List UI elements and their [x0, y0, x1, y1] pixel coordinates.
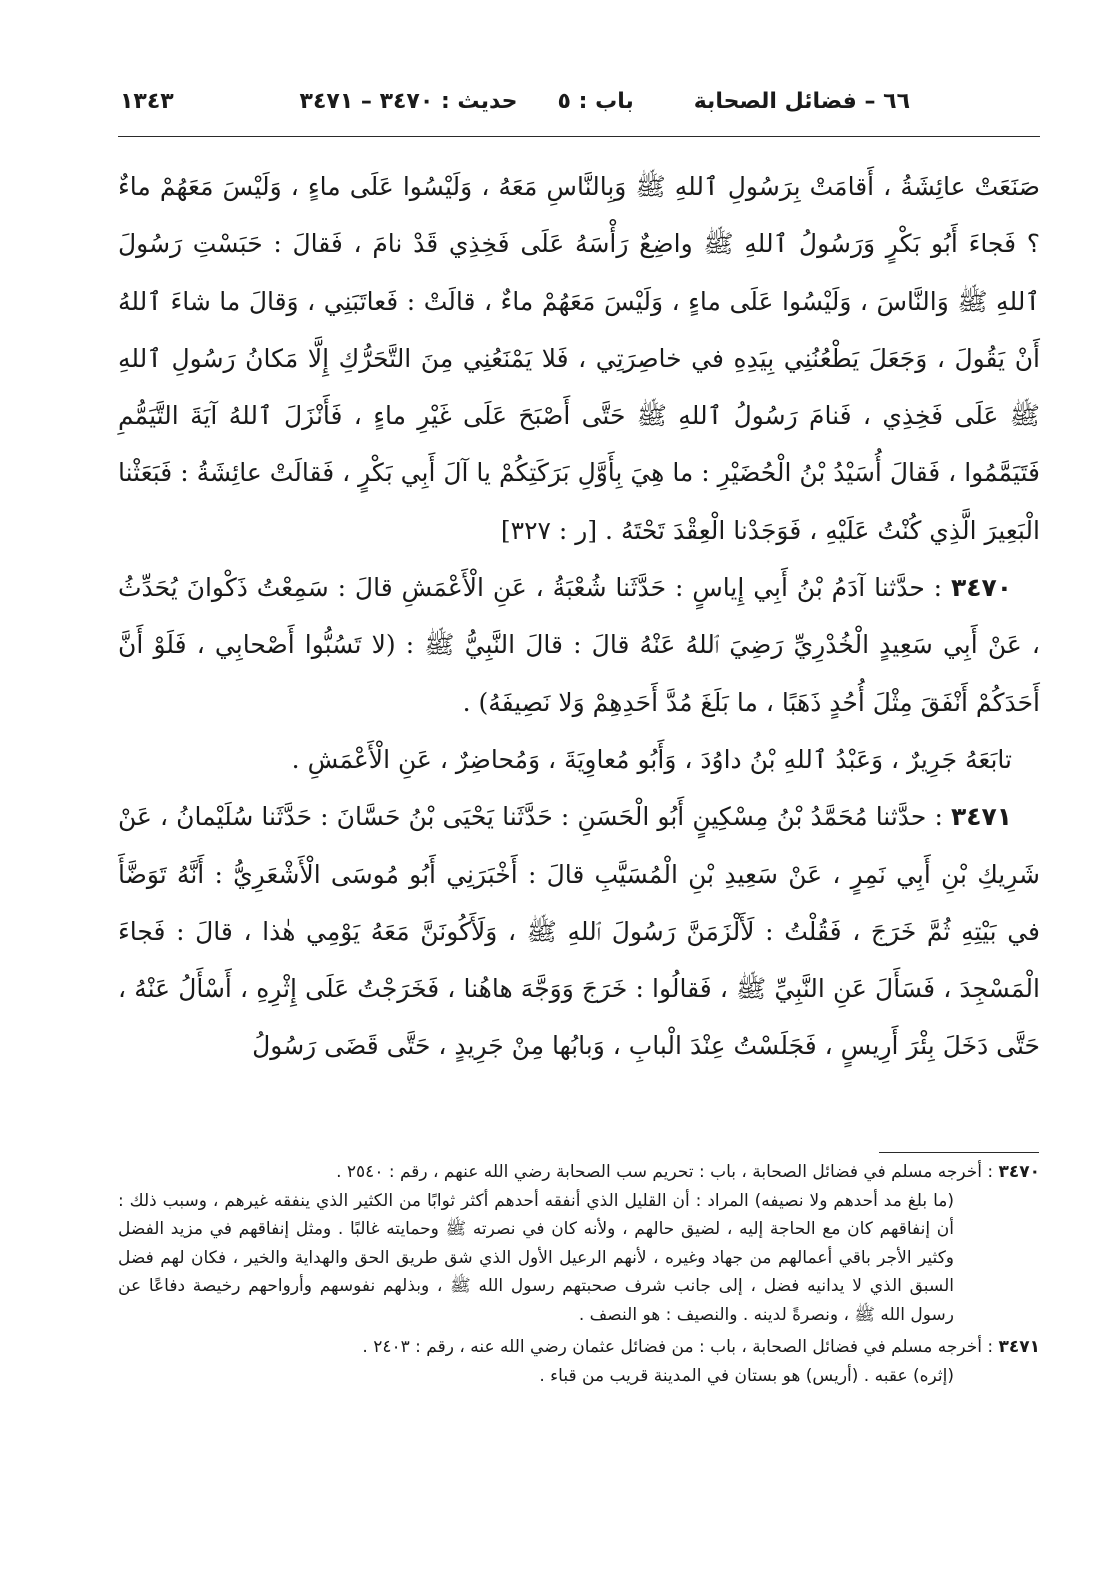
main-text: [118, 158, 1040, 1075]
footnote-number: ٣٤٧١: [998, 1337, 1040, 1357]
chapter-number: باب : ٥: [557, 88, 634, 114]
hadith-text: : حدَّثنا آدَمُ بْنُ أَبِي إِياسٍ : حَدَّثَنا شُعْبَةُ ، عَنِ الْأَعْمَشِ قالَ : سَمِعْتُ ذَكْوانَ يُحَدِّثُ ، عَنْ أَبِي سَعِيدٍ الْخُدْرِيِّ رَضِيَ ٱللهُ عَنْهُ قالَ : قالَ النَّبِيُّ ﷺ : (لا تَسُبُّوا أَصْحابِي ، فَلَوْ أَنَّ أَحَدَكُمْ أَنْفَقَ مِثْلَ أُحُدٍ ذَهَبًا ، ما بَلَغَ مُدَّ أَحَدِهِمْ وَلا نَصِيفَهُ) .: [118, 573, 1040, 717]
footnote-text: : أخرجه مسلم في فضائل الصحابة ، باب : من فضائل عثمان رضي الله عنه ، رقم : ٢٤٠٣ .: [362, 1337, 999, 1357]
continued-paragraph: صَنَعَتْ عائِشَةُ ، أَقامَتْ بِرَسُولِ ٱللهِ ﷺ وَبِالنَّاسِ مَعَهُ ، وَلَيْسُوا عَلَى ماءٍ ، وَلَيْسَ مَعَهُمْ ماءٌ ؟ فَجاءَ أَبُو بَكْرٍ وَرَسُولُ ٱللهِ ﷺ واضِعٌ رَأْسَهُ عَلَى فَخِذِي قَدْ نامَ ، فَقالَ : حَبَسْتِ رَسُولَ ٱللهِ ﷺ وَالنَّاسَ ، وَلَيْسُوا عَلَى ماءٍ ، وَلَيْسَ مَعَهُمْ ماءٌ ، قالَتْ : فَعاتَبَنِي ، وَقالَ ما شاءَ ٱللهُ أَنْ يَقُولَ ، وَجَعَلَ يَطْعُنُنِي بِيَدِهِ في خاصِرَتِي ، فَلا يَمْنَعُنِي مِنَ التَّحَرُّكِ إِلَّا مَكانُ رَسُولِ ٱللهِ ﷺ عَلَى فَخِذِي ، فَنامَ رَسُولُ ٱللهِ ﷺ حَتَّى أَصْبَحَ عَلَى غَيْرِ ماءٍ ، فَأَنْزَلَ ٱللهُ آيَةَ التَّيَمُّمِ فَتَيَمَّمُوا ، فَقالَ أُسَيْدُ بْنُ الْحُضَيْرِ : ما هِيَ بِأَوَّلِ بَرَكَتِكُمْ يا آلَ أَبِي بَكْرٍ ، فَقالَتْ عائِشَةُ : فَبَعَثْنا الْبَعِيرَ الَّذِي كُنْتُ عَلَيْهِ ، فَوَجَدْنا الْعِقْدَ تَحْتَهُ . [ر : ٣٢٧]: [118, 172, 1041, 545]
footnote-3470-commentary: (ما بلغ مد أحدهم ولا نصيفه) المراد : أن القليل الذي أنفقه أحدهم أكثر ثوابًا من الكثير الذي ينفقه غيرهم ، وسبب ذلك : أن إنفاقهم كان مع الحاجة إليه ، لضيق حالهم ، ولأنه كان في نصرته ﷺ وحمايته غالبًا . ومثل إنفاقهم في مزيد الفضل وكثير الأجر باقي أعمالهم من جهاد وغيره ، لأنهم الرعيل الأول الذي شق طريق الحق والهداية والخير ، فكان لهم فضل السبق الذي لا يدانيه فضل ، إلى جانب شرف صحبتهم رسول الله ﷺ ، وبذلهم نفوسهم وأرواحهم رخيصة دفاعًا عن رسول الله ﷺ ، ونصرةً لدينه . والنصيف : هو النصف .: [118, 1190, 954, 1325]
book-title: ٦٦ – فضائل الصحابة: [693, 88, 910, 114]
page-number: ١٣٤٣: [120, 88, 174, 114]
hadith-3470: [118, 559, 1040, 731]
footnote-3471-commentary: (إثره) عقبه . (أريس) هو بستان في المدينة قريب من قباء .: [539, 1365, 954, 1386]
footnote-number: ٣٤٧٠: [998, 1162, 1040, 1182]
hadith-number: ٣٤٧٠: [950, 573, 1012, 603]
hadith-text: : حدَّثنا مُحَمَّدُ بْنُ مِسْكِينٍ أَبُو الْحَسَنِ : حَدَّثَنا يَحْيَى بْنُ حَسَّانَ : حَدَّثَنا سُلَيْمانُ ، عَنْ شَرِيكِ بْنِ أَبِي نَمِرٍ ، عَنْ سَعِيدِ بْنِ الْمُسَيَّبِ قالَ : أَخْبَرَنِي أَبُو مُوسَى الْأَشْعَرِيُّ : أَنَّهُ تَوَضَّأَ في بَيْتِهِ ثُمَّ خَرَجَ ، فَقُلْتُ : لَأَلْزَمَنَّ رَسُولَ ٱللهِ ﷺ ، وَلَأَكُونَنَّ مَعَهُ يَوْمِي هٰذا ، قالَ : فَجاءَ الْمَسْجِدَ ، فَسَأَلَ عَنِ النَّبِيِّ ﷺ ، فَقالُوا : خَرَجَ وَوَجَّهَ هاهُنا ، فَخَرَجْتُ عَلَى إِثْرِهِ ، أَسْأَلُ عَنْهُ ، حَتَّى دَخَلَ بِئْرَ أَرِيسٍ ، فَجَلَسْتُ عِنْدَ الْبابِ ، وَبابُها مِنْ جَرِيدٍ ، حَتَّى قَضَى رَسُولُ: [118, 802, 1040, 1061]
footnote-text: : أخرجه مسلم في فضائل الصحابة ، باب : تحريم سب الصحابة رضي الله عنهم ، رقم : ٢٥٤٠ .: [336, 1162, 999, 1182]
footnote-3470-source: [118, 1158, 1040, 1187]
footnotes: [118, 1158, 1040, 1390]
footnote-3471-source: [118, 1333, 1040, 1362]
hadith-range: حديث : ٣٤٧٠ – ٣٤٧١: [299, 88, 518, 114]
header-divider: [118, 136, 1040, 137]
mutabaah-note: تابَعَهُ جَرِيرٌ ، وَعَبْدُ ٱللهِ بْنُ داوُدَ ، وَأَبُو مُعاوِيَةَ ، وَمُحاضِرٌ ، عَنِ الْأَعْمَشِ .: [291, 744, 1012, 774]
hadith-3471: [118, 788, 1040, 1074]
hadith-number: ٣٤٧١: [950, 802, 1012, 832]
page-header: [120, 84, 910, 118]
footnote-divider: [879, 1152, 1039, 1153]
